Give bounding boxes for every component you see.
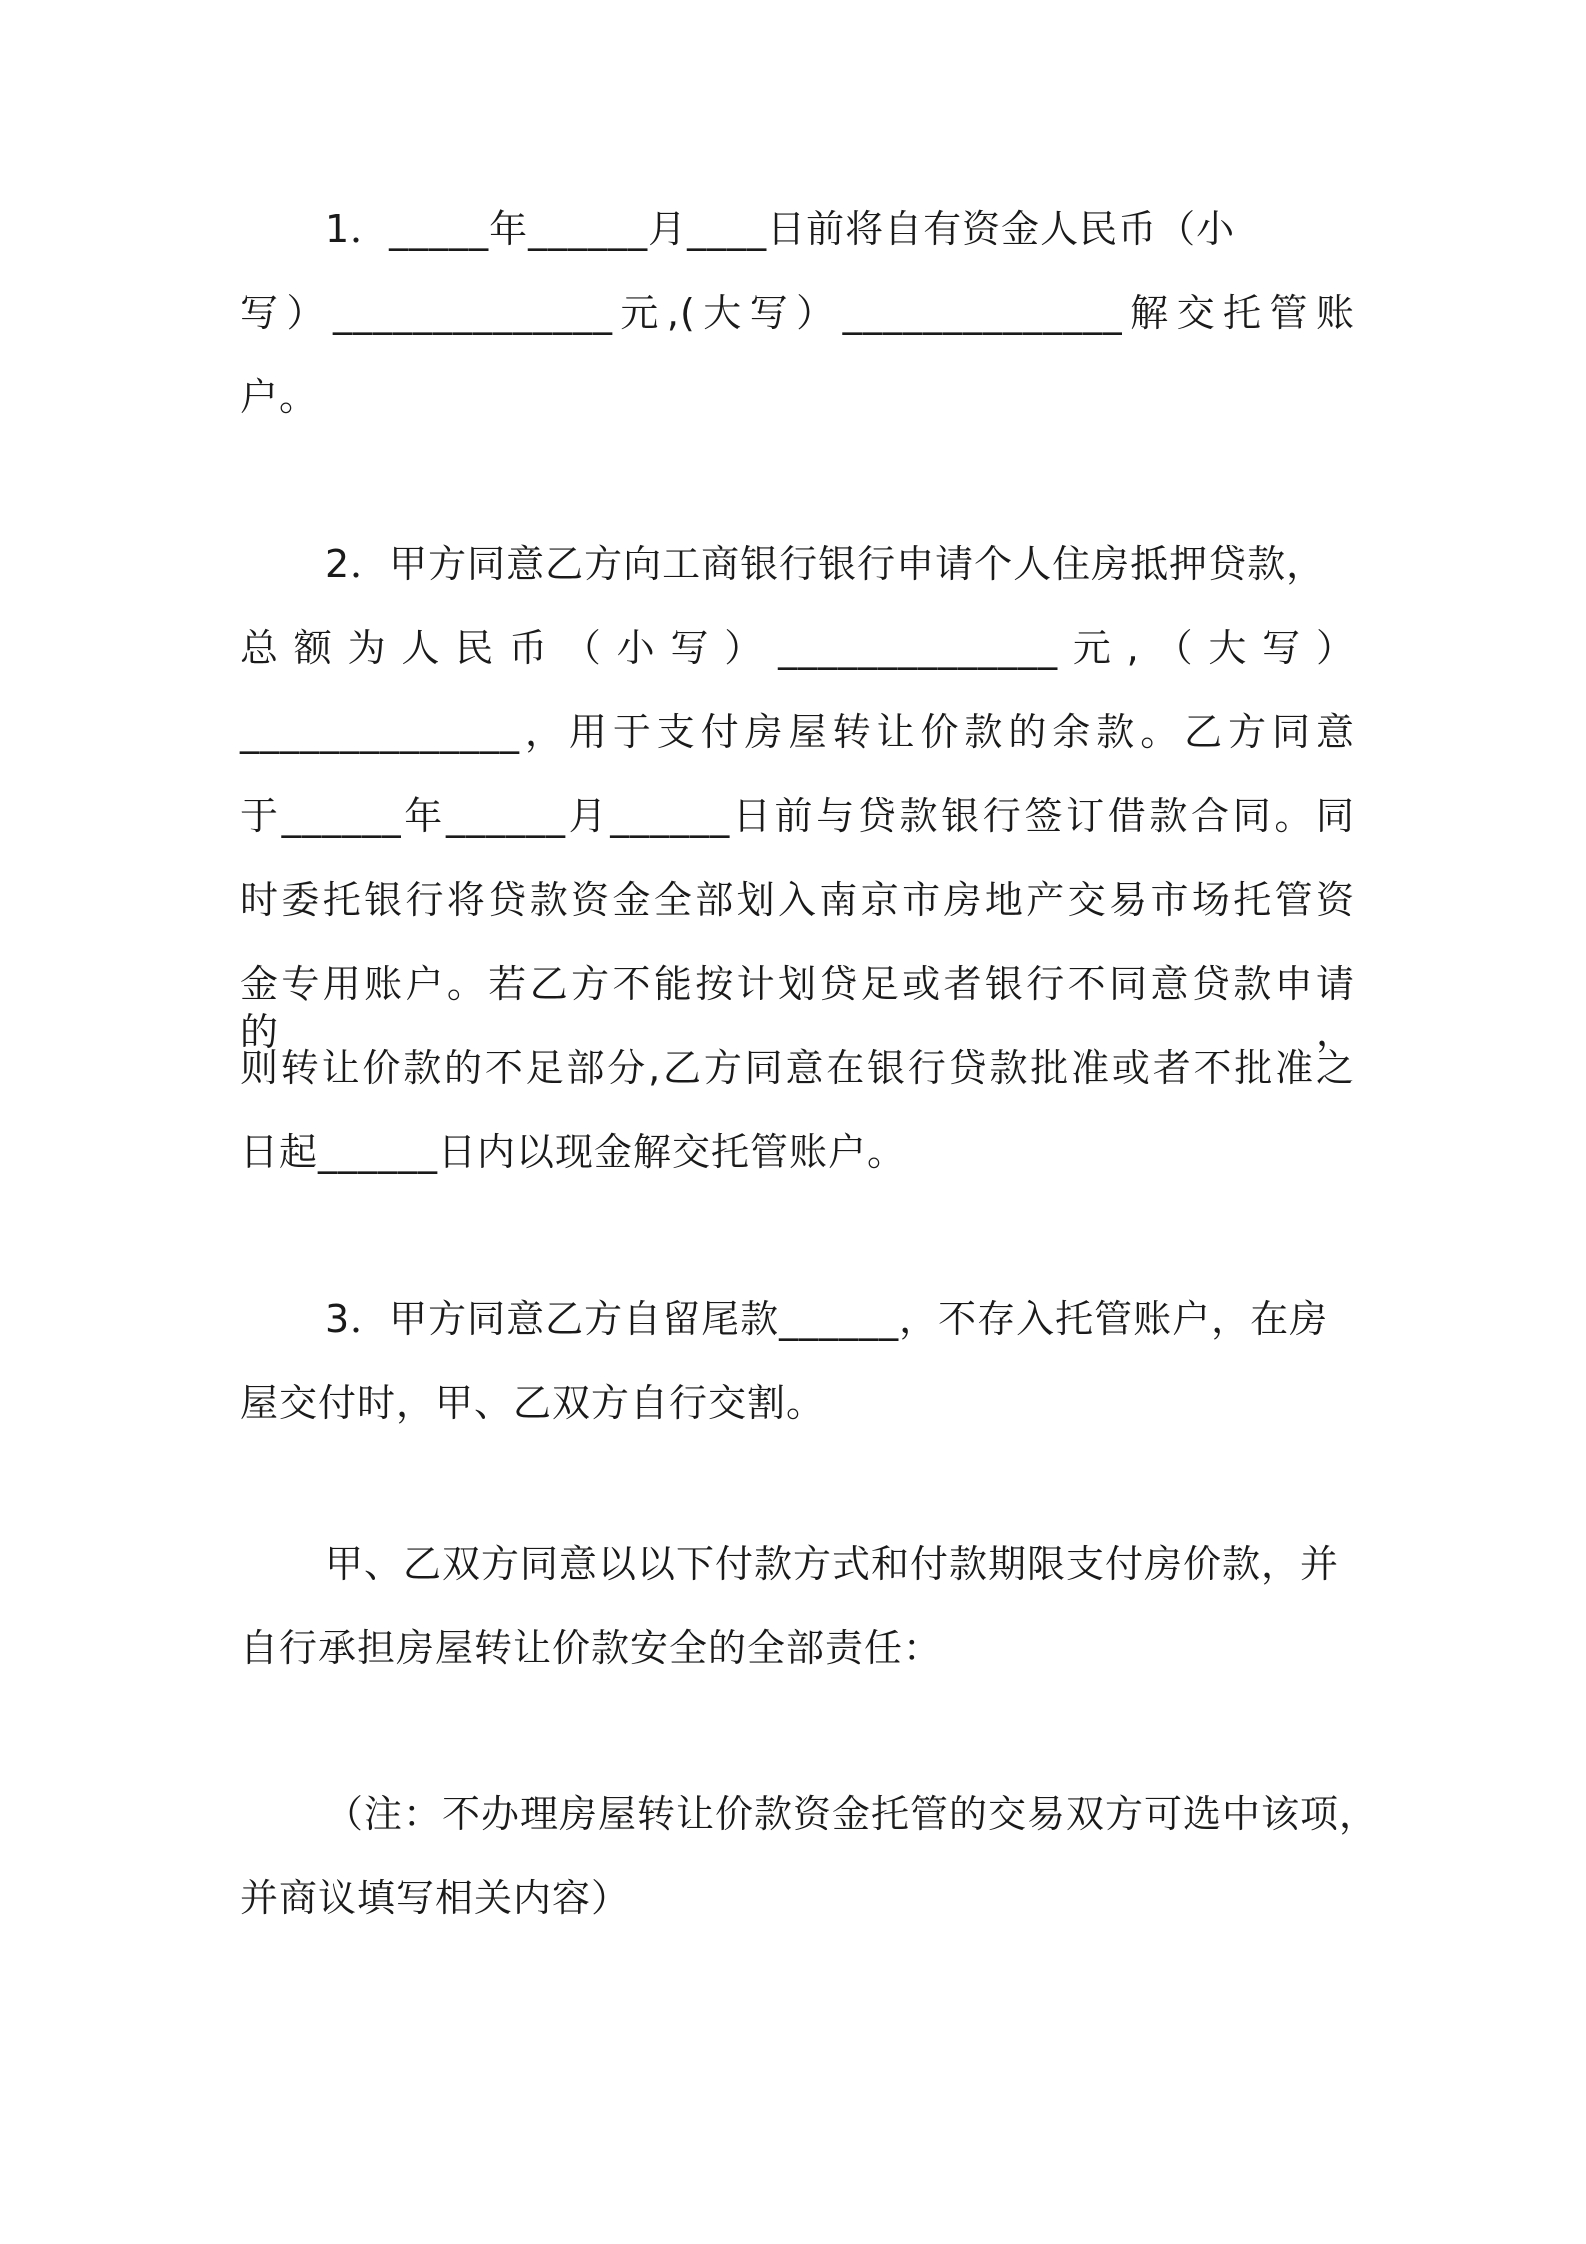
payment-statement-line-1: 甲、乙双方同意以以下付款方式和付款期限支付房价款，并 — [325, 1542, 1340, 1586]
clause-1-line-3: 户。 — [240, 375, 319, 419]
clause-3-line-1: 3．甲方同意乙方自留尾款______，不存入托管账户，在房 — [325, 1297, 1329, 1341]
clause-2-line-5: 时委托银行将贷款资金全部划入南京市房地产交易市场托管资 — [240, 878, 1355, 922]
clause-2-line-1: 2．甲方同意乙方向工商银行银行申请个人住房抵押贷款， — [325, 542, 1326, 586]
clause-2-line-6: 金专用账户。若乙方不能按计划贷足或者银行不同意贷款申请的， — [240, 962, 1355, 1054]
note-line-2: 并商议填写相关内容） — [240, 1876, 631, 1920]
clause-1-line-2: 写）______________元,(大写）______________解交托管账 — [240, 291, 1355, 335]
clause-1-line-1: 1．_____年______月____日前将自有资金人民币（小 — [325, 207, 1236, 251]
clause-2-line-4: 于______年______月______日前与贷款银行签订借款合同。同 — [240, 794, 1355, 838]
clause-2-line-8: 日起______日内以现金解交托管账户。 — [240, 1130, 907, 1174]
note-line-1: （注：不办理房屋转让价款资金托管的交易双方可选中该项， — [325, 1792, 1379, 1836]
clause-2-line-7: 则转让价款的不足部分,乙方同意在银行贷款批准或者不批准之 — [240, 1046, 1355, 1090]
clause-2-line-2: 总额为人民币（小写）______________元,（大写） — [240, 626, 1355, 670]
payment-statement-line-2: 自行承担房屋转让价款安全的全部责任： — [240, 1626, 943, 1670]
clause-2-line-3: ______________，用于支付房屋转让价款的余款。乙方同意 — [240, 710, 1355, 754]
clause-3-line-2: 屋交付时，甲、乙双方自行交割。 — [240, 1381, 826, 1425]
